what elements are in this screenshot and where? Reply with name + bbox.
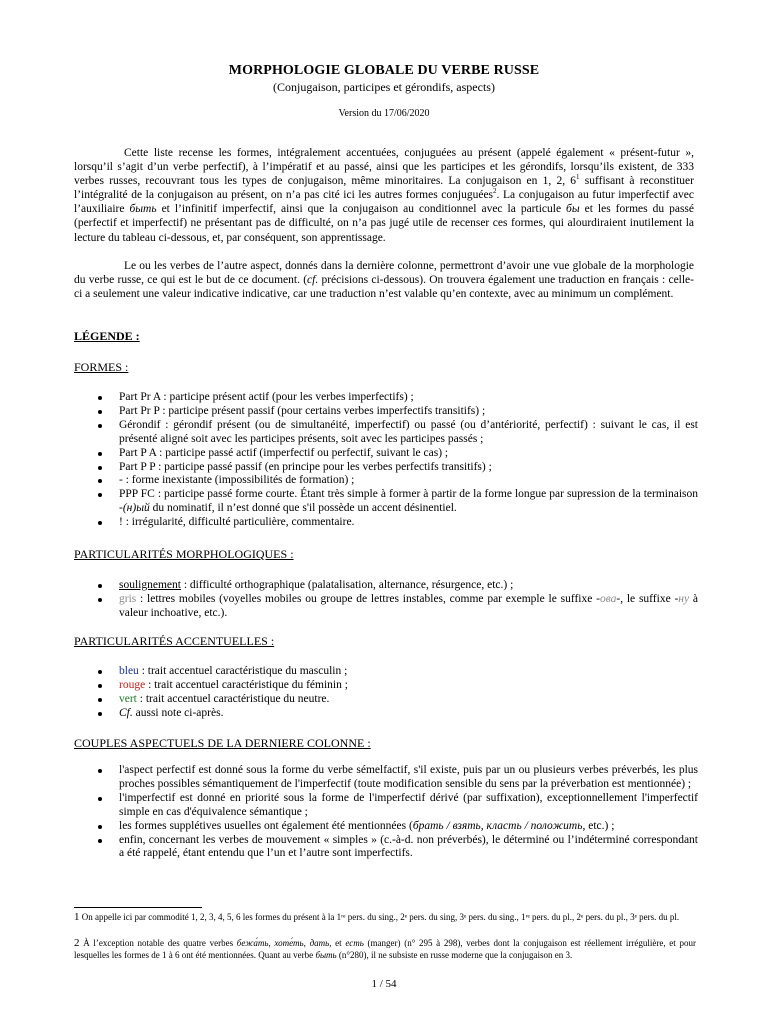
intro-paragraph-1: Cette liste recense les formes, intégralement accentuées, conjuguées au présent (appelé également « présent-futur », lorsqu’il s’agit d’un verbe perfectif), à l’impératif et au passé, ainsi que les participes et les gérondifs, lorsqu’ils existent, de 333 verbes russes, recouvrant tous les types de conjugaison, même minoritaires. La conjugaison en 1, 2, $6^1$ suffisant à reconstituer l’intégralité de la conjugaison au présent, on n’a pas cité ici les autres formes conjuguées$^2$. La conjugaison au futur imperfectif avec l’auxiliaire быть et l’infinitif imperfectif, ainsi que la conjugaison au conditionnel avec la particule бы et les formes du passé (perfectif et imperfectif) ne présentant pas de difficulté, on n’a pas jugé utile de recenser ces formes, qui alourdiraient inutilement la lecture du tableau ci-dessous, et, par conséquent, son apprentissage.: [74, 147, 695, 244]
list-item: Part Pr P : participe présent passif (pour certains verbes imperfectifs transitifs) ;: [74, 405, 698, 419]
intro-paragraph-2: Le ou les verbes de l’autre aspect, donnés dans la dernière colonne, permettront d’avoir une vue globale de la morphologie du verbe russe, ce qui est le but de ce document. (cf. précisions ci-dessous). On trouvera également une traduction en français : celle-ci a seulement une valeur indicative indicative, car une traduction n’est valable qu’en contexte, avec au minimum un complément.: [74, 260, 694, 301]
list-item: l'imperfectif est donné en priorité sous la forme de l'imperfectif dérivé (par suffixation), exceptionnellement l'imperfectif simple en cas d'équivalence sémantique ;: [74, 792, 698, 820]
page-number: 1 / 54: [371, 978, 397, 990]
document-title: MORPHOLOGIE GLOBALE DU VERBE RUSSE: [228, 63, 540, 78]
document-subtitle: (Conjugaison, participes et gérondifs, aspects): [273, 80, 495, 94]
list-item: vert : trait accentuel caractéristique du neutre.: [74, 693, 698, 707]
footnote-2: 2 À l’exception notable des quatre verbes бежа́ть, хоте́ть, дать, et есть (manger) (n° 295 à 298), verbes dont la conjugaison est réellement irrégulière, et pour lesquelles les formes de 1 à 6 ont été mentionnées. Quant au verbe быть (n°280), il ne subsiste en russe moderne que la conjugaison en 3.: [74, 937, 696, 960]
couples-heading: COUPLES ASPECTUELS DE LA DERNIERE COLONNE :: [74, 736, 371, 750]
list-item: l'aspect perfectif est donné sous la forme du verbe sémelfactif, s'il existe, puis par un ou plusieurs verbes préverbés, les plus proches possibles sémantiquement de l'imperfectif (toute modification sensible du sens par la préverbation est mentionnée) ;: [74, 764, 698, 792]
list-item: Gérondif : gérondif présent (ou de simultanéité, imperfectif) ou passé (ou d’antériorité, perfectif) : suivant le cas, il est présenté aligné soit avec les participes présents, soit avec les participes passés ;: [74, 419, 698, 447]
list-item: Cf. aussi note ci-après.: [74, 707, 698, 721]
accent-heading: PARTICULARITÉS ACCENTUELLES :: [74, 634, 275, 648]
legend-heading: LÉGENDE :: [74, 329, 140, 343]
morph-heading: PARTICULARITÉS MORPHOLOGIQUES :: [74, 547, 294, 561]
list-item: Part P A : participe passé actif (imperfectif ou perfectif, suivant le cas) ;: [74, 447, 698, 461]
version-date: Version du 17/06/2020: [338, 108, 430, 119]
list-item: Part P P : participe passé passif (en principe pour les verbes perfectifs transitifs) ;: [74, 461, 698, 475]
list-item: ! : irrégularité, difficulté particulière, commentaire.: [74, 516, 698, 530]
list-item: gris : lettres mobiles (voyelles mobiles ou groupe de lettres instables, comme par exemple le suffixe -ова-, le suffixe -ну à valeur inchoative, etc.).: [74, 593, 698, 621]
list-item: rouge : trait accentuel caractéristique du féminin ;: [74, 679, 698, 693]
list-item: - : forme inexistante (impossibilités de formation) ;: [74, 474, 698, 488]
footnote-1: 1 On appelle ici par commodité 1, 2, 3, 4, 5, 6 les formes du présent à la 1ʳᵉ pers. du sing., 2ᵉ pers. du sing, 3ᵉ pers. du sing., 1ʳᵉ pers. du pl., 2ᵉ pers. du pl., 3ᵉ pers. du pl.: [74, 911, 680, 923]
list-item: les formes supplétives usuelles ont également été mentionnées (брать / взять, класть / положить, etc.) ;: [74, 820, 698, 834]
list-item: bleu : trait accentuel caractéristique du masculin ;: [74, 665, 698, 679]
list-item: enfin, concernant les verbes de mouvement « simples » (c.-à-d. non préverbés), le déterminé ou l’indéterminé correspondant a été rappelé, étant entendu que l’un et l’autre sont imperfectifs.: [74, 834, 698, 862]
formes-heading: FORMES :: [74, 360, 129, 374]
footnote-ref-2[interactable]: 2: [493, 187, 497, 196]
couples-list: [74, 764, 698, 861]
list-item: PPP FC : participe passé forme courte. Étant très simple à former à partir de la forme longue par supression de la terminaison -(н)ый du nominatif, il n’est donné que s'il possède un accent désinentiel.: [74, 488, 698, 516]
formes-list: [74, 391, 698, 530]
morph-list: [74, 579, 698, 621]
accent-list: [74, 665, 698, 721]
list-item: Part Pr A : participe présent actif (pour les verbes imperfectifs) ;: [74, 391, 698, 405]
list-item: soulignement : difficulté orthographique (palatalisation, alternance, résurgence, etc.) ;: [74, 579, 698, 593]
footnote-separator: [74, 907, 202, 908]
footnote-ref-1[interactable]: 1: [576, 173, 580, 182]
